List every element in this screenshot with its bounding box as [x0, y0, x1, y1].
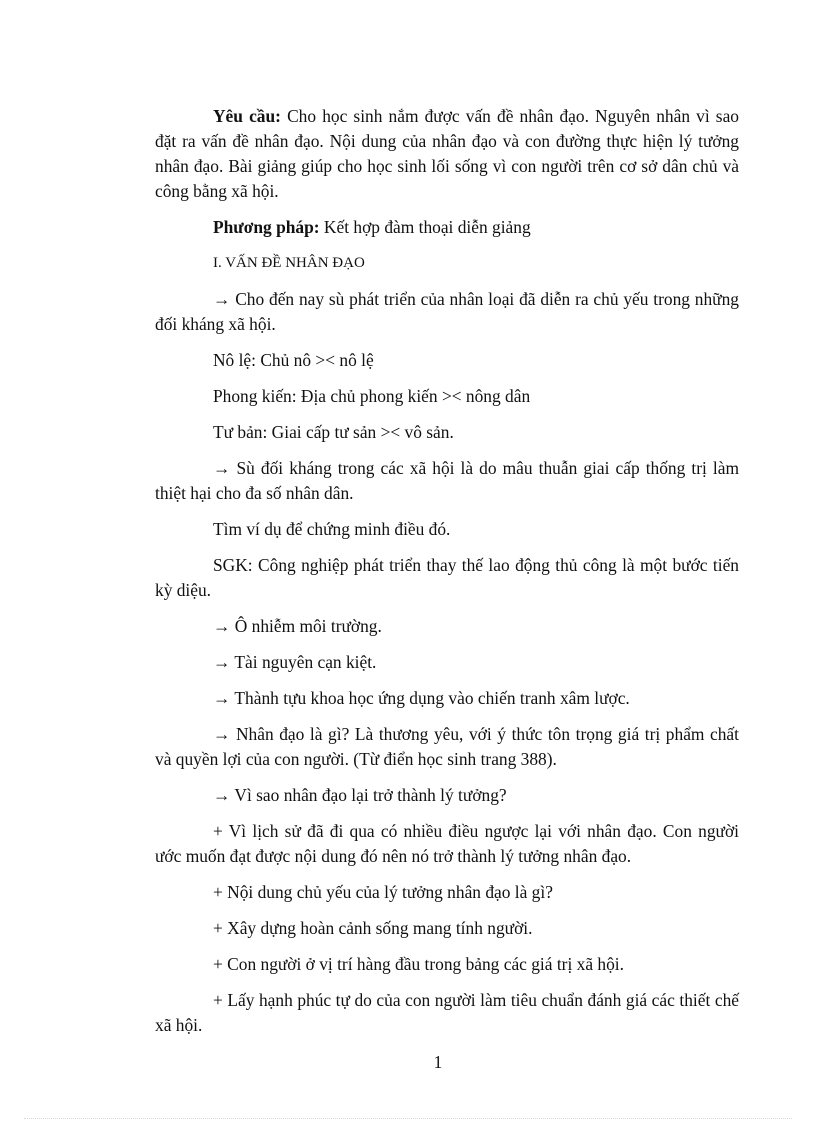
paragraph-find-example: Tìm ví dụ để chứng minh điều đó. [213, 519, 451, 539]
page-number: 1 [433, 1052, 443, 1072]
paragraph-pollution: → Ô nhiễm môi trường. [213, 616, 382, 636]
paragraph-human-first: + Con người ở vị trí hàng đầu trong bảng các giá trị xã hội. [213, 954, 624, 974]
paragraph-slavery: Nô lệ: Chủ nô >< nô lệ [213, 350, 374, 370]
paragraph-class-conflict: → Sù đối kháng trong các xã hội là do mâu thuẫn giai cấp thống trị làm thiệt hại cho đa số nhân dân. [155, 458, 739, 503]
requirement-paragraph [155, 104, 739, 204]
requirement-label: Yêu cầu: [213, 106, 281, 126]
paragraph-why-ideal: → Vì sao nhân đạo lại trở thành lý tưởng? [213, 785, 507, 805]
paragraph-living-conditions: + Xây dựng hoàn cảnh sống mang tính người. [213, 918, 533, 938]
paragraph-happiness-standard: + Lấy hạnh phúc tự do của con người làm tiêu chuẩn đánh giá các thiết chế xã hội. [155, 990, 739, 1035]
method-paragraph [155, 215, 739, 240]
paragraph-social-antagonism: → Cho đến nay sù phát triển của nhân loại đã diễn ra chủ yếu trong những đối kháng xã hội. [155, 289, 739, 334]
requirement-text: Cho học sinh nắm được vấn đề nhân đạo. Nguyên nhân vì sao đặt ra vấn đề nhân đạo. Nội dung của nhân đạo và con đường thực hiện lý tưởng nhân đạo. Bài giảng giúp cho học sinh lối sống vì con người trên cơ sở dân chủ và công bằng xã hội. [155, 106, 739, 201]
paragraph-capitalism: Tư bản: Giai cấp tư sản >< vô sản. [213, 422, 454, 442]
paragraph-humanism-definition: → Nhân đạo là gì? Là thương yêu, với ý thức tôn trọng giá trị phẩm chất và quyền lợi của con người. (Từ điển học sinh trang 388). [155, 724, 739, 769]
paragraph-textbook: SGK: Công nghiệp phát triển thay thế lao động thủ công là một bước tiến kỳ diệu. [155, 555, 739, 600]
paragraph-feudalism: Phong kiến: Địa chủ phong kiến >< nông dân [213, 386, 531, 406]
method-text: Kết hợp đàm thoại diễn giảng [319, 217, 531, 237]
paragraph-science-war: → Thành tựu khoa học ứng dụng vào chiến tranh xâm lược. [213, 688, 630, 708]
method-label: Phương pháp: [213, 217, 320, 237]
page-body [155, 104, 739, 1049]
paragraph-history-reason: + Vì lịch sử đã đi qua có nhiều điều ngược lại với nhân đạo. Con người ước muốn đạt được nội dung đó nên nó trở thành lý tưởng nhân đạo. [155, 821, 739, 866]
section-heading: I. VẤN ĐỀ NHÂN ĐẠO [213, 255, 365, 271]
page-bottom-edge [24, 1118, 792, 1119]
paragraph-main-content-question: + Nội dung chủ yếu của lý tưởng nhân đạo là gì? [213, 882, 553, 902]
paragraph-resources: → Tài nguyên cạn kiệt. [213, 652, 377, 672]
